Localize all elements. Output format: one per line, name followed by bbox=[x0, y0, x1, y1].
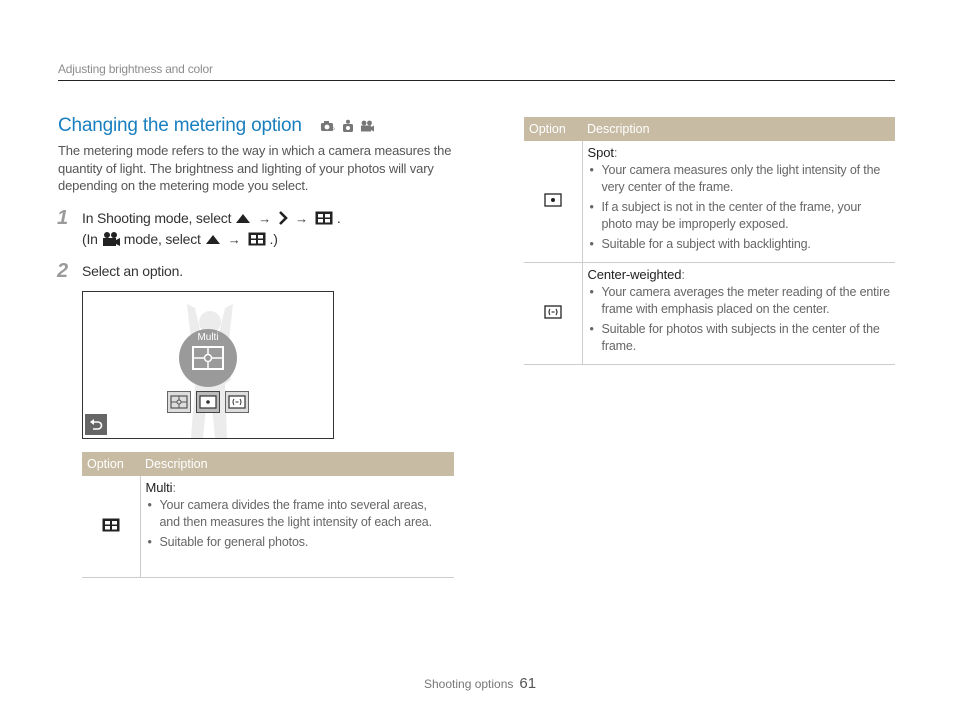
multi-option-button[interactable] bbox=[167, 391, 191, 413]
column-header-description: Description bbox=[140, 452, 454, 476]
center-weighted-option-button[interactable] bbox=[225, 391, 249, 413]
option-name-text: Spot bbox=[587, 145, 614, 160]
options-table-right bbox=[524, 117, 895, 365]
center-weighted-metering-icon bbox=[228, 395, 246, 409]
section-header: Adjusting brightness and color bbox=[58, 62, 213, 76]
table-row bbox=[524, 141, 895, 263]
list-item: • Your camera divides the frame into several areas, and then measures the light intensity of each area. bbox=[146, 497, 451, 531]
options-table-left bbox=[82, 452, 454, 578]
footer-section: Shooting options bbox=[424, 677, 514, 691]
bullet-list bbox=[588, 284, 892, 355]
option-name bbox=[588, 267, 892, 282]
step-1-text-a: In Shooting mode, select bbox=[82, 210, 232, 226]
arrow: → bbox=[258, 210, 272, 226]
option-name-text: Multi bbox=[145, 480, 173, 495]
list-item: • Your camera averages the meter reading of the entire frame with emphasis placed on the center. bbox=[588, 284, 892, 318]
camera-screen bbox=[82, 291, 334, 439]
multi-label: Multi bbox=[197, 332, 219, 343]
option-icon-cell bbox=[82, 476, 140, 577]
multi-metering-icon bbox=[170, 395, 188, 409]
header-rule bbox=[58, 80, 895, 81]
option-name-colon: : bbox=[172, 480, 176, 495]
list-item: • Suitable for a subject with backlighting. bbox=[588, 236, 892, 253]
title-row bbox=[58, 115, 374, 137]
option-description-cell bbox=[140, 476, 454, 577]
step-1-number: 1 bbox=[57, 207, 69, 229]
movie-camera-icon bbox=[360, 120, 374, 132]
column-header-option: Option bbox=[82, 452, 140, 476]
chevron-right-icon bbox=[278, 211, 288, 225]
column-header-option: Option bbox=[524, 117, 582, 141]
step-2-text: Select an option. bbox=[82, 263, 183, 279]
dual-is-camera-icon bbox=[341, 119, 355, 133]
list-item: • Your camera measures only the light intensity of the very center of the frame. bbox=[588, 162, 892, 196]
multi-metering-icon bbox=[248, 232, 266, 246]
back-button[interactable] bbox=[85, 414, 107, 435]
svg-text:P: P bbox=[331, 127, 335, 132]
step-1-close: .) bbox=[269, 231, 278, 247]
column-header-description: Description bbox=[582, 117, 895, 141]
page-title: Changing the metering option bbox=[58, 115, 302, 136]
step-2-number: 2 bbox=[57, 260, 69, 282]
list-item: • If a subject is not in the center of the frame, your photo may be improperly exposed. bbox=[588, 199, 892, 233]
option-description-cell bbox=[582, 141, 895, 263]
mode-icons bbox=[320, 119, 374, 133]
list-item: • Suitable for general photos. bbox=[146, 534, 451, 551]
list-item: • Suitable for photos with subjects in the center of the frame. bbox=[588, 321, 892, 355]
table-row bbox=[82, 476, 454, 577]
option-name-colon: : bbox=[681, 267, 685, 282]
step-1-period: . bbox=[336, 210, 341, 226]
arrow: → bbox=[295, 210, 308, 226]
back-arrow-icon bbox=[89, 419, 103, 431]
option-icon-cell bbox=[524, 141, 582, 263]
step-1-text-c: (In bbox=[82, 231, 98, 247]
page-footer bbox=[424, 675, 536, 692]
option-icon-cell bbox=[524, 263, 582, 365]
option-name bbox=[146, 480, 451, 495]
option-description-cell bbox=[582, 263, 895, 365]
page-number: 61 bbox=[519, 675, 537, 692]
option-name bbox=[588, 145, 892, 160]
multi-metering-icon bbox=[315, 211, 333, 225]
spot-metering-icon bbox=[544, 193, 562, 207]
bullet-list bbox=[588, 162, 892, 253]
step-1-line-1 bbox=[82, 210, 341, 226]
movie-camera-icon bbox=[102, 231, 120, 247]
intro-paragraph: The metering mode refers to the way in which a camera measures the quantity of light. The brightness and lighting of your photos will vary depending on the metering mode you select. bbox=[58, 143, 452, 193]
step-1-text-d: mode, select bbox=[123, 231, 201, 247]
spot-metering-icon bbox=[199, 395, 217, 409]
multi-metering-icon bbox=[102, 518, 120, 532]
arrow: → bbox=[227, 231, 241, 247]
up-triangle-icon bbox=[235, 213, 251, 224]
option-name-text: Center-weighted bbox=[587, 267, 682, 282]
up-triangle-icon bbox=[205, 234, 221, 245]
table-row bbox=[524, 263, 895, 365]
step-1-line-2 bbox=[82, 231, 278, 247]
center-weighted-metering-icon bbox=[544, 305, 562, 319]
multi-metering-icon bbox=[192, 346, 224, 370]
option-name-colon: : bbox=[613, 145, 618, 160]
smart-auto-camera-icon bbox=[320, 120, 336, 132]
bullet-list bbox=[146, 497, 451, 551]
multi-option-highlight bbox=[179, 329, 237, 387]
spot-option-button[interactable] bbox=[196, 391, 220, 413]
